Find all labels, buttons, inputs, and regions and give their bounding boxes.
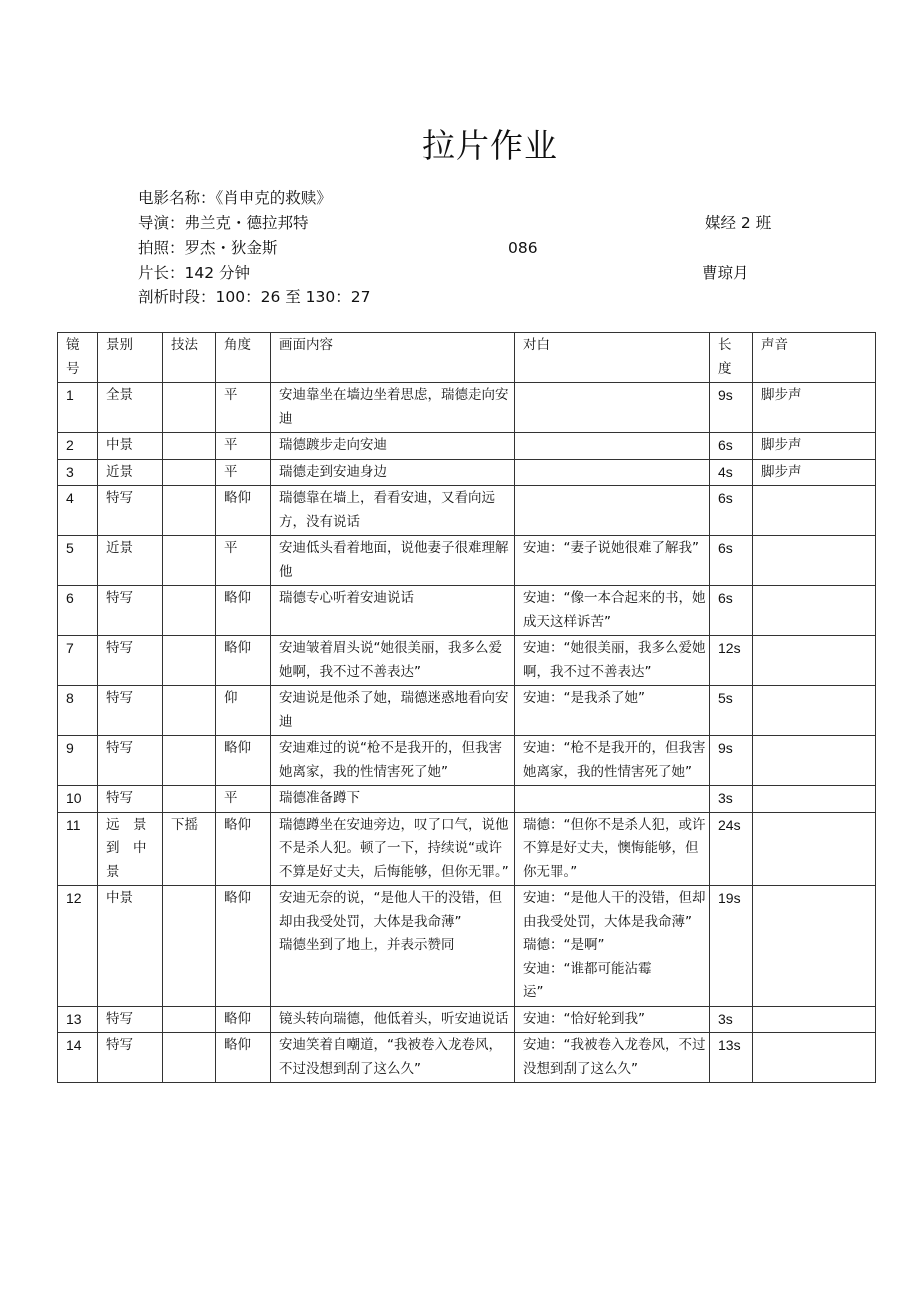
cell-content: 瑞德准备蹲下: [271, 786, 515, 813]
cell-sound: [753, 886, 876, 1007]
cell-dialogue: [515, 459, 710, 486]
cell-technique: [163, 1006, 216, 1033]
cell-length: 19s: [710, 886, 753, 1007]
cell-content: 安迪无奈的说，“是他人干的没错，但却由我受处罚，大体是我命薄” 瑞德坐到了地上，并表示赞同: [271, 886, 515, 1007]
table-row: [58, 736, 876, 786]
cell-sound: [753, 636, 876, 686]
cell-sound: 脚步声: [753, 433, 876, 460]
cell-content: 安迪皱着眉头说“她很美丽，我多么爱她啊，我不过不善表达”: [271, 636, 515, 686]
cell-shot-no: 10: [58, 786, 98, 813]
analysis-segment: 剖析时段：100：26 至 130：27: [138, 288, 371, 306]
cell-shot-no: 6: [58, 586, 98, 636]
student-name: 曹琼月: [702, 264, 749, 282]
cell-angle: 平: [216, 786, 271, 813]
cell-sound: [753, 536, 876, 586]
cell-angle: 平: [216, 433, 271, 460]
table-row: [58, 886, 876, 1007]
cell-content: 安迪靠坐在墙边坐着思虑，瑞德走向安迪: [271, 383, 515, 433]
cell-technique: [163, 459, 216, 486]
header-shot-size: 景别: [98, 333, 163, 383]
cell-shot-size: 特写: [98, 686, 163, 736]
header-length: 长 度: [710, 333, 753, 383]
cell-length: 3s: [710, 786, 753, 813]
cell-shot-no: 11: [58, 812, 98, 886]
shot-table: [57, 332, 876, 1083]
cell-technique: 下摇: [163, 812, 216, 886]
table-row: [58, 433, 876, 460]
cell-dialogue: 安迪：“妻子说她很难了解我”: [515, 536, 710, 586]
table-row: [58, 383, 876, 433]
header-shot-no: 镜 号: [58, 333, 98, 383]
table-header-row: [58, 333, 876, 383]
table-row: [58, 536, 876, 586]
cell-shot-size: 特写: [98, 736, 163, 786]
cell-content: 瑞德蹲坐在安迪旁边，叹了口气，说他不是杀人犯。顿了一下，持续说“或许不算是好丈夫，后悔能够，但你无罪。”: [271, 812, 515, 886]
cell-shot-no: 9: [58, 736, 98, 786]
cell-dialogue: [515, 433, 710, 460]
cell-shot-no: 12: [58, 886, 98, 1007]
table-row: [58, 486, 876, 536]
cell-dialogue: 瑞德：“但你不是杀人犯，或许不算是好丈夫，懊悔能够，但你无罪。”: [515, 812, 710, 886]
cell-angle: 略仰: [216, 886, 271, 1007]
cell-shot-no: 14: [58, 1033, 98, 1083]
cell-shot-size: 远 景 到 中 景: [98, 812, 163, 886]
cinematographer: 拍照：罗杰・狄金斯: [138, 239, 278, 257]
cell-length: 6s: [710, 433, 753, 460]
cell-angle: 略仰: [216, 636, 271, 686]
cell-content: 瑞德靠在墙上，看看安迪，又看向远方，没有说话: [271, 486, 515, 536]
table-row: [58, 1006, 876, 1033]
header-sound: 声音: [753, 333, 876, 383]
cell-length: 3s: [710, 1006, 753, 1033]
table-row: [58, 1033, 876, 1083]
cell-sound: [753, 586, 876, 636]
cell-shot-size: 全景: [98, 383, 163, 433]
cell-technique: [163, 636, 216, 686]
cell-content: 瑞德走到安迪身边: [271, 459, 515, 486]
cell-technique: [163, 736, 216, 786]
table-row: [58, 459, 876, 486]
cell-shot-size: 特写: [98, 1033, 163, 1083]
cell-angle: 略仰: [216, 1006, 271, 1033]
header-content: 画面内容: [271, 333, 515, 383]
cell-angle: 略仰: [216, 812, 271, 886]
cell-sound: [753, 1006, 876, 1033]
cell-angle: 略仰: [216, 586, 271, 636]
cell-shot-no: 3: [58, 459, 98, 486]
cell-length: 6s: [710, 486, 753, 536]
cell-shot-size: 特写: [98, 586, 163, 636]
cell-technique: [163, 686, 216, 736]
cell-shot-no: 4: [58, 486, 98, 536]
header-dialogue: 对白: [515, 333, 710, 383]
cell-content: 安迪说是他杀了她，瑞德迷惑地看向安迪: [271, 686, 515, 736]
cell-length: 12s: [710, 636, 753, 686]
header-angle: 角度: [216, 333, 271, 383]
table-row: [58, 812, 876, 886]
cell-content: 安迪低头看着地面，说他妻子很难理解他: [271, 536, 515, 586]
cell-dialogue: 安迪：“恰好轮到我”: [515, 1006, 710, 1033]
cell-dialogue: [515, 786, 710, 813]
cell-shot-size: 特写: [98, 486, 163, 536]
header-technique: 技法: [163, 333, 216, 383]
cell-length: 6s: [710, 586, 753, 636]
film-name: 电影名称：《肖申克的救赎》: [138, 189, 332, 207]
cell-content: 瑞德专心听着安迪说话: [271, 586, 515, 636]
cell-length: 9s: [710, 383, 753, 433]
cell-technique: [163, 586, 216, 636]
cell-shot-no: 7: [58, 636, 98, 686]
table-row: [58, 786, 876, 813]
cell-angle: 略仰: [216, 486, 271, 536]
cell-length: 6s: [710, 536, 753, 586]
cell-technique: [163, 786, 216, 813]
film-duration: 片长：142 分钟: [138, 264, 251, 282]
cell-shot-size: 特写: [98, 1006, 163, 1033]
cell-dialogue: 安迪：“像一本合起来的书，她成天这样诉苦”: [515, 586, 710, 636]
cell-shot-size: 中景: [98, 886, 163, 1007]
cell-length: 5s: [710, 686, 753, 736]
cell-shot-size: 特写: [98, 786, 163, 813]
table-row: [58, 586, 876, 636]
cell-dialogue: [515, 383, 710, 433]
cell-length: 4s: [710, 459, 753, 486]
cell-sound: [753, 1033, 876, 1083]
cell-dialogue: 安迪：“是我杀了她”: [515, 686, 710, 736]
director: 导演：弗兰克・德拉邦特: [138, 214, 309, 232]
cell-technique: [163, 433, 216, 460]
cell-sound: [753, 736, 876, 786]
cell-dialogue: 安迪：“是他人干的没错，但却由我受处罚，大体是我命薄” 瑞德：“是啊” 安迪：“谁都可能沾霉 运”: [515, 886, 710, 1007]
page-title: 拉片作业: [422, 126, 558, 165]
cell-shot-size: 近景: [98, 459, 163, 486]
cell-shot-size: 近景: [98, 536, 163, 586]
cell-dialogue: 安迪：“她很美丽，我多么爱她啊，我不过不善表达”: [515, 636, 710, 686]
cell-angle: 仰: [216, 686, 271, 736]
cell-technique: [163, 383, 216, 433]
cell-technique: [163, 1033, 216, 1083]
cell-content: 瑞德踱步走向安迪: [271, 433, 515, 460]
cell-angle: 略仰: [216, 736, 271, 786]
cell-content: 安迪笑着自嘲道，“我被卷入龙卷风，不过没想到刮了这么久”: [271, 1033, 515, 1083]
table-row: [58, 686, 876, 736]
cell-shot-no: 13: [58, 1006, 98, 1033]
cell-angle: 平: [216, 383, 271, 433]
cell-technique: [163, 486, 216, 536]
cell-sound: 脚步声: [753, 459, 876, 486]
cell-angle: 平: [216, 536, 271, 586]
cell-technique: [163, 886, 216, 1007]
cell-angle: 略仰: [216, 1033, 271, 1083]
cell-length: 24s: [710, 812, 753, 886]
cell-content: 安迪难过的说“枪不是我开的，但我害她离家，我的性情害死了她”: [271, 736, 515, 786]
cell-length: 13s: [710, 1033, 753, 1083]
cell-sound: [753, 486, 876, 536]
cell-shot-no: 8: [58, 686, 98, 736]
cell-length: 9s: [710, 736, 753, 786]
cell-dialogue: [515, 486, 710, 536]
class-name: 媒经 2 班: [705, 214, 772, 232]
cell-dialogue: 安迪：“我被卷入龙卷风，不过没想到刮了这么久”: [515, 1033, 710, 1083]
cell-angle: 平: [216, 459, 271, 486]
cell-sound: [753, 686, 876, 736]
cell-shot-size: 中景: [98, 433, 163, 460]
cell-shot-size: 特写: [98, 636, 163, 686]
cell-sound: 脚步声: [753, 383, 876, 433]
cell-content: 镜头转向瑞德，他低着头，听安迪说话: [271, 1006, 515, 1033]
cell-sound: [753, 812, 876, 886]
cell-sound: [753, 786, 876, 813]
cell-shot-no: 5: [58, 536, 98, 586]
cell-shot-no: 1: [58, 383, 98, 433]
cell-shot-no: 2: [58, 433, 98, 460]
student-number: 086: [508, 239, 538, 257]
cell-technique: [163, 536, 216, 586]
table-row: [58, 636, 876, 686]
cell-dialogue: 安迪：“枪不是我开的，但我害她离家，我的性情害死了她”: [515, 736, 710, 786]
